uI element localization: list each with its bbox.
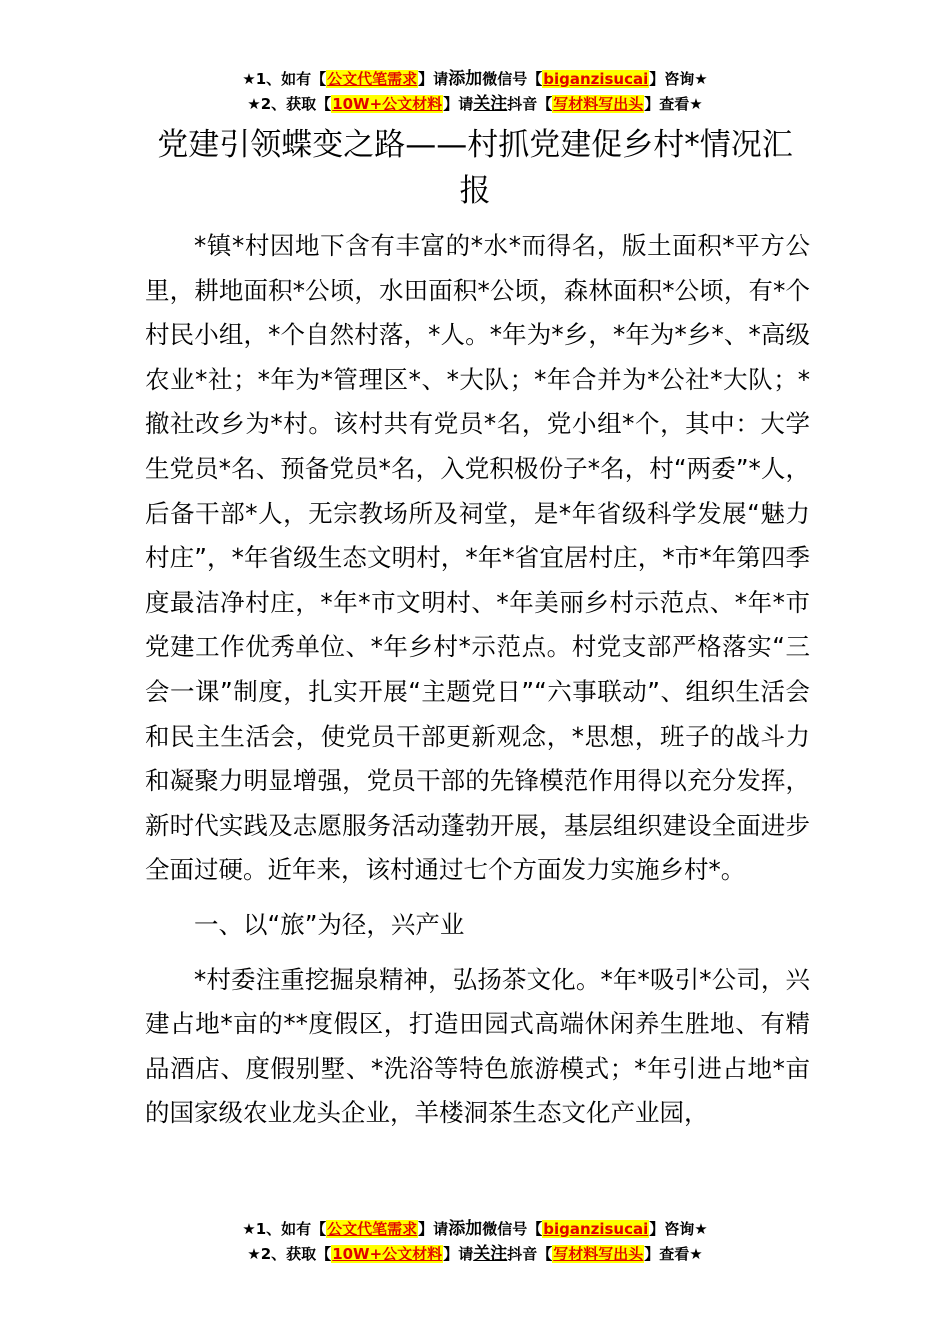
document-body <box>145 224 810 1136</box>
promo-wechat-id: biganzisucai <box>543 1220 649 1238</box>
promo-text: 】咨询★ <box>649 1220 708 1238</box>
promo-line-1-bottom <box>0 1218 950 1240</box>
promo-text: 】查看★ <box>644 1245 703 1263</box>
promo-text: 微信号【 <box>482 70 543 88</box>
promo-text: ★1、如有【 <box>242 70 327 88</box>
promo-text: ★1、如有【 <box>242 1220 327 1238</box>
promo-text: 】请 <box>418 70 449 88</box>
promo-text: 】请 <box>418 1220 449 1238</box>
promo-text: 】查看★ <box>644 95 703 113</box>
promo-highlight: 公文代笔需求 <box>327 70 418 88</box>
promo-highlight: 公文代笔需求 <box>327 1220 418 1238</box>
promo-text: 抖音【 <box>507 95 553 113</box>
promo-text: ★2、获取【 <box>247 95 332 113</box>
promo-wechat-id: biganzisucai <box>543 70 649 88</box>
section-heading: 一、以“旅”为径，兴产业 <box>194 909 465 939</box>
promo-text: 微信号【 <box>482 1220 543 1238</box>
promo-douyin-id: 写材料写出头 <box>553 95 644 113</box>
section-paragraph: *村委注重挖掘泉精神，弘扬茶文化。*年*吸引*公司，兴建占地*亩的**度假区，打造田园式高端休闲养生胜地、有精品酒店、度假别墅、*洗浴等特色旅游模式；*年引进占地*亩的国家级农业龙头企业，羊楼洞茶生态文化产业园， <box>145 964 810 1128</box>
promo-text: 】请 <box>443 1245 474 1263</box>
promo-line-1-top <box>0 68 950 90</box>
promo-douyin-id: 写材料写出头 <box>553 1245 644 1263</box>
promo-emphasis: 添加 <box>448 69 483 89</box>
intro-paragraph: *镇*村因地下含有丰富的*水*而得名，版土面积*平方公里，耕地面积*公顷，水田面积*公顷，森林面积*公顷，有*个村民小组，*个自然村落，*人。*年为*乡，*年为*乡*、*高级农业*社；*年为*管理区*、*大队；*年合并为*公社*大队；*撤社改乡为*村。该村共有党员*名，党小组*个，其中：大学生党员*名、预备党员*名，入党积极份子*名，村“两委”*人，后备干部*人，无宗教场所及祠堂，是*年省级科学发展“魅力村庄”，*年省级生态文明村，*年*省宜居村庄，*市*年第四季度最洁净村庄，*年*市文明村、*年美丽乡村示范点、*年*市党建工作优秀单位、*年乡村*示范点。村党支部严格落实“三会一课”制度，扎实开展“主题党日”“六事联动”、组织生活会和民主生活会，使党员干部更新观念，*思想，班子的战斗力和凝聚力明显增强，党员干部的先锋模范作用得以充分发挥，新时代实践及志愿服务活动蓬勃开展，基层组织建设全面进步全面过硬。近年来，该村通过七个方面发力实施乡村*。 <box>145 231 810 885</box>
promo-emphasis: 添加 <box>448 1219 483 1239</box>
promo-line-2-top <box>0 93 950 115</box>
promo-highlight: 10W+公文材料 <box>332 1245 443 1263</box>
promo-emphasis: 关注 <box>473 1244 508 1264</box>
promo-text: 】咨询★ <box>649 70 708 88</box>
promo-text: 】请 <box>443 95 474 113</box>
promo-line-2-bottom <box>0 1243 950 1265</box>
promo-emphasis: 关注 <box>473 94 508 114</box>
promo-text: 抖音【 <box>507 1245 553 1263</box>
promo-text: ★2、获取【 <box>247 1245 332 1263</box>
document-title: 党建引领蝶变之路——村抓党建促乡村*情况汇报 <box>157 127 793 209</box>
promo-highlight: 10W+公文材料 <box>332 95 443 113</box>
